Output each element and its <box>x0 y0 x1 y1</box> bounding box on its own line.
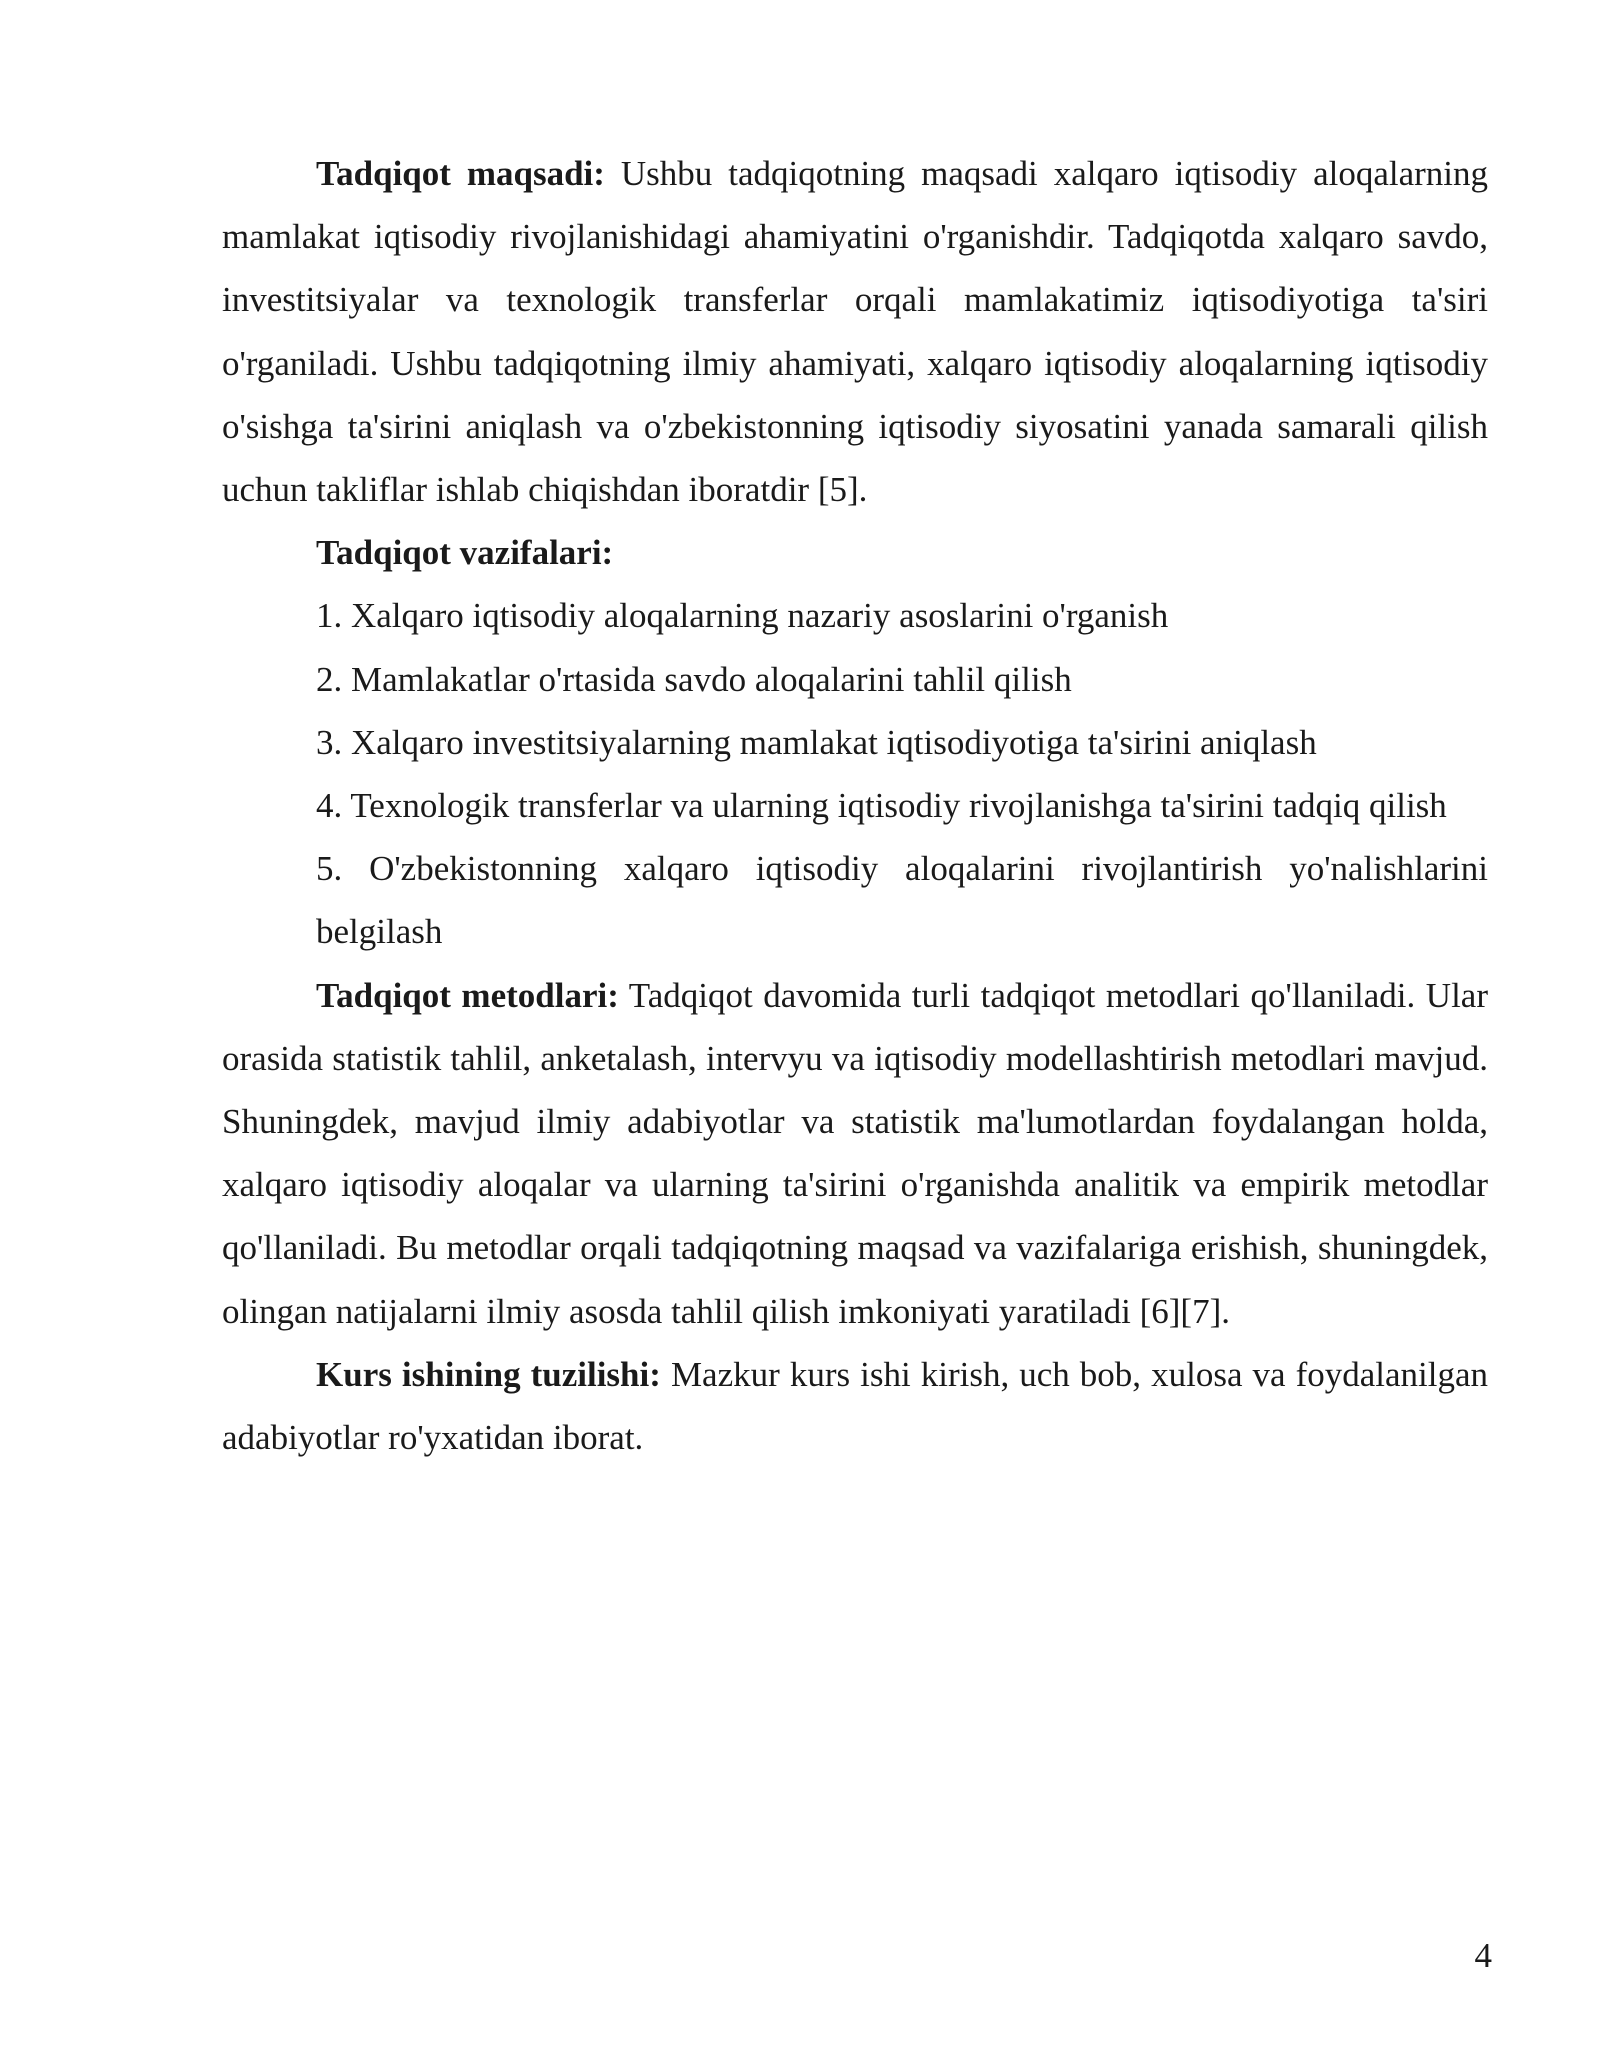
document-page <box>222 142 1488 1469</box>
paragraph-purpose <box>222 142 1488 521</box>
list-item-task-3: 3. Xalqaro investitsiyalarning mamlakat iqtisodiyotiga ta'sirini aniqlash <box>316 722 1317 762</box>
page-number: 4 <box>1474 1936 1492 1975</box>
heading-structure: Kurs ishining tuzilishi: <box>316 1354 661 1394</box>
text-methods: Tadqiqot davomida turli tadqiqot metodlari qo'llaniladi. Ular orasida statistik tahlil, anketalash, intervyu va iqtisodiy modellashtirish metodlari mavjud. Shuningdek, mavjud ilmiy adabiyotlar va statistik ma'lumotlardan foydalangan holda, xalqaro iqtisodiy aloqalar va ularning ta'sirini o'rganishda analitik va empirik metodlar qo'llaniladi. Bu metodlar orqali tadqiqotning maqsad va vazifalariga erishish, shuningdek, olingan natijalarni ilmiy asosda tahlil qilish imkoniyati yaratiladi [6][7]. <box>222 975 1488 1331</box>
paragraph-structure <box>222 1343 1488 1469</box>
list-item-task-1: 1. Xalqaro iqtisodiy aloqalarning nazariy asoslarini o'rganish <box>316 596 1169 636</box>
heading-purpose: Tadqiqot maqsadi: <box>316 154 605 193</box>
text-purpose: Ushbu tadqiqotning maqsadi xalqaro iqtisodiy aloqalarning mamlakat iqtisodiy rivojlanishidagi ahamiyatini o'rganishdir. Tadqiqotda xalqaro savdo, investitsiyalar va texnologik transferlar orqali mamlakatimiz iqtisodiyotiga ta'siri o'rganiladi. Ushbu tadqiqotning ilmiy ahamiyati, xalqaro iqtisodiy aloqalarning iqtisodiy o'sishga ta'sirini aniqlash va o'zbekistonning iqtisodiy siyosatini yanada samarali qilish uchun takliflar ishlab chiqishdan iboratdir [5]. <box>222 154 1488 510</box>
list-item-task-2: 2. Mamlakatlar o'rtasida savdo aloqalarini tahlil qilish <box>316 659 1072 699</box>
list-item-task-4: 4. Texnologik transferlar va ularning iqtisodiy rivojlanishga ta'sirini tadqiq qilish <box>316 786 1447 826</box>
heading-tasks: Tadqiqot vazifalari: <box>316 533 614 573</box>
paragraph-methods <box>222 964 1488 1343</box>
list-item-task-5: 5. O'zbekistonning xalqaro iqtisodiy aloqalarini rivojlantirish yo'nalishlarini belgilash <box>316 849 1488 952</box>
text-structure: Mazkur kurs ishi kirish, uch bob, xulosa va foydalanilgan adabiyotlar ro'yxatidan iborat. <box>222 1354 1489 1458</box>
heading-methods: Tadqiqot metodlari: <box>316 975 619 1015</box>
